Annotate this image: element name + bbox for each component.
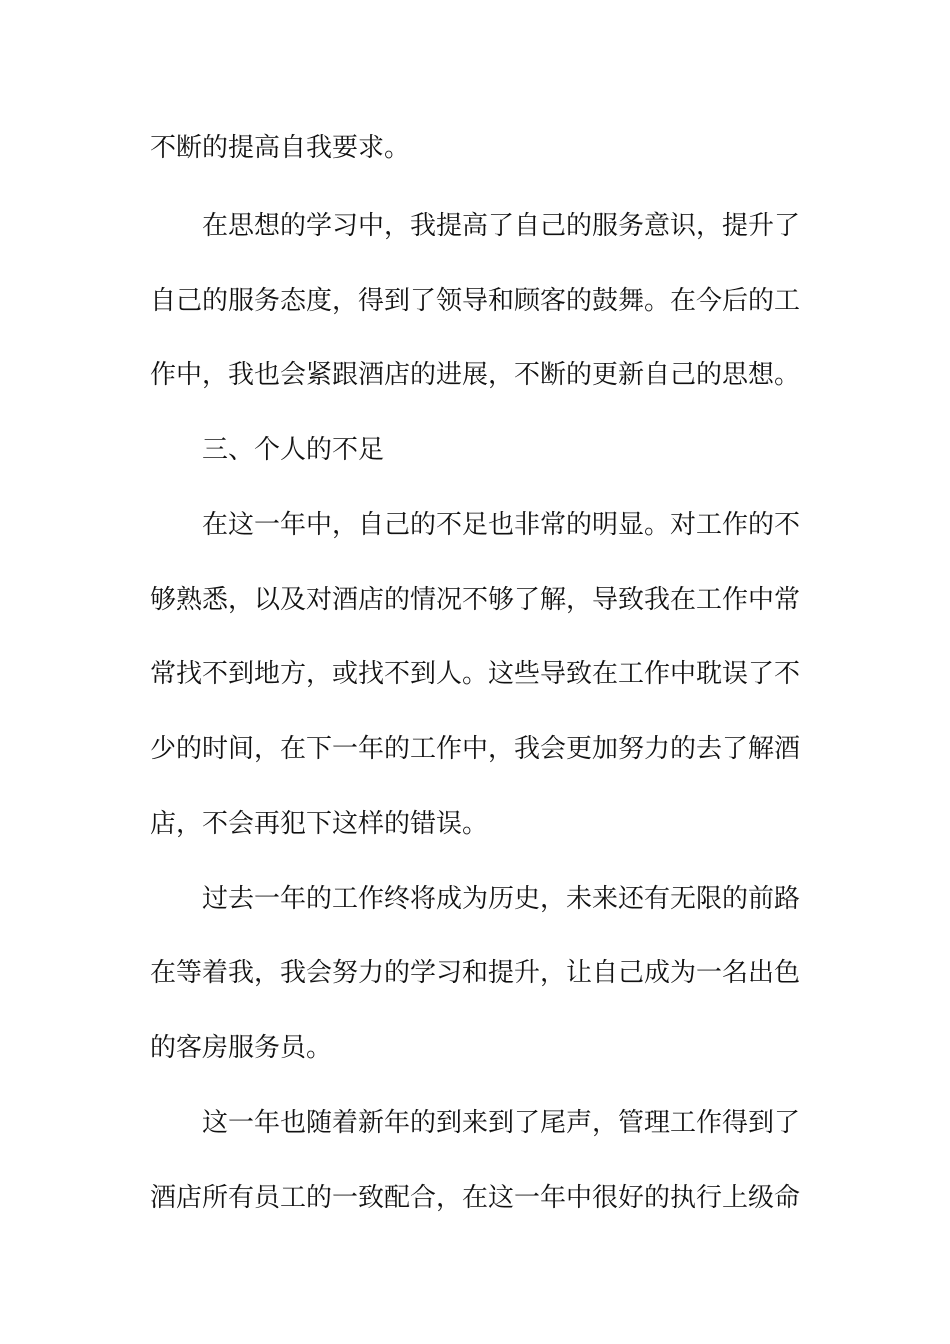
text-line: 自己的服务态度，得到了领导和顾客的鼓舞。在今后的工 — [150, 286, 800, 316]
text-line: 作中，我也会紧跟酒店的进展，不断的更新自己的思想。 — [150, 360, 800, 390]
text-line: 够熟悉，以及对酒店的情况不够了解，导致我在工作中常 — [150, 585, 800, 615]
text-line: 在等着我，我会努力的学习和提升，让自己成为一名出色 — [150, 958, 800, 988]
text-line: 过去一年的工作终将成为历史，未来还有无限的前路 — [202, 884, 800, 914]
text-line: 这一年也随着新年的到来到了尾声，管理工作得到了 — [202, 1108, 800, 1138]
text-line: 酒店所有员工的一致配合，在这一年中很好的执行上级命 — [150, 1183, 800, 1213]
section-heading: 三、个人的不足 — [202, 435, 385, 465]
text-line: 在这一年中，自己的不足也非常的明显。对工作的不 — [202, 510, 800, 540]
text-line: 不断的提高自我要求。 — [150, 133, 411, 163]
text-line: 的客房服务员。 — [150, 1033, 333, 1063]
text-line: 在思想的学习中，我提高了自己的服务意识，提升了 — [202, 211, 800, 241]
text-line: 常找不到地方，或找不到人。这些导致在工作中耽误了不 — [150, 659, 800, 689]
text-line: 少的时间，在下一年的工作中，我会更加努力的去了解酒 — [150, 734, 800, 764]
text-line: 店，不会再犯下这样的错误。 — [150, 809, 489, 839]
